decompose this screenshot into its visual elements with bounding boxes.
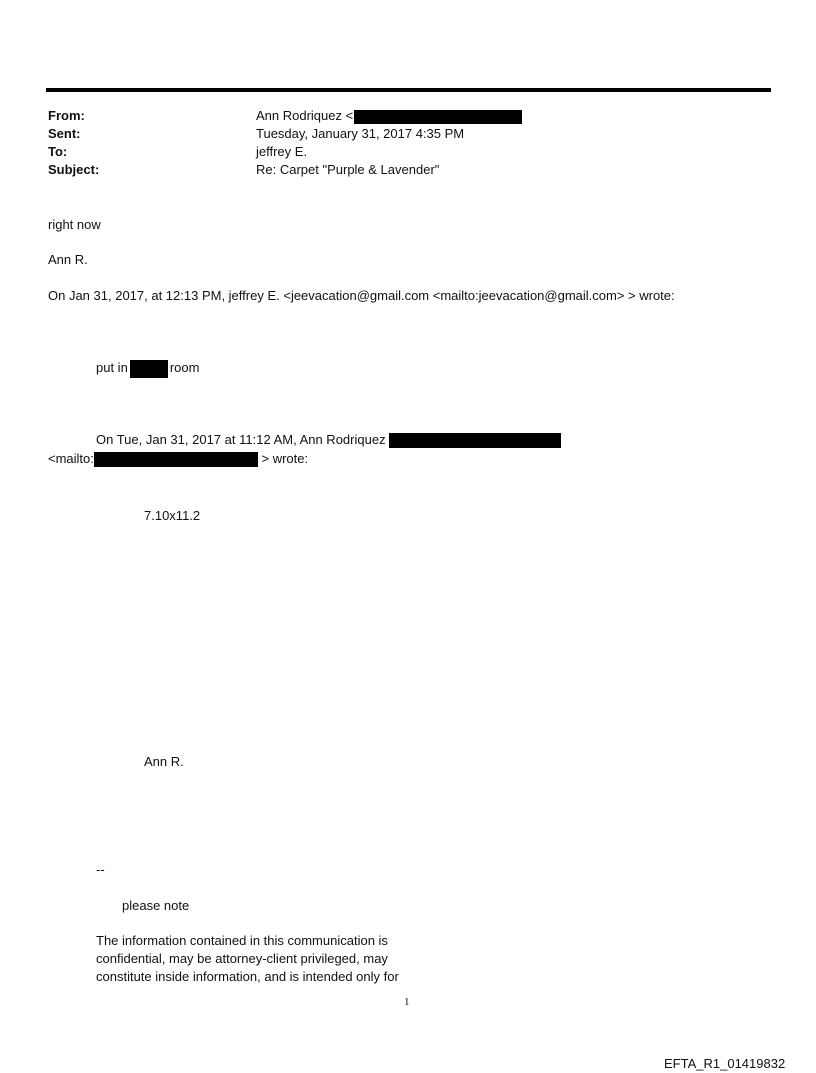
confidentiality-line: The information contained in this communication is xyxy=(96,933,388,948)
dimensions-text: 7.10x11.2 xyxy=(144,508,201,523)
quoted-message xyxy=(96,359,199,378)
quote2-intro-text: On Tue, Jan 31, 2017 at 11:12 AM, Ann Rodriquez xyxy=(96,432,386,447)
redaction-block xyxy=(130,360,168,378)
document-id: EFTA_R1_01419832 xyxy=(664,1056,786,1071)
quote2-intro xyxy=(96,431,561,449)
sent-value: Tuesday, January 31, 2017 4:35 PM xyxy=(256,126,465,141)
to-value: jeffrey E. xyxy=(256,144,308,159)
from-label: From: xyxy=(48,108,85,123)
redaction-block xyxy=(354,110,522,124)
from-value xyxy=(256,108,522,124)
subject-label: Subject: xyxy=(48,162,100,177)
signature: Ann R. xyxy=(48,252,88,267)
from-value-text: Ann Rodriquez < xyxy=(256,108,354,123)
mailto-pre: <mailto: xyxy=(48,451,94,466)
mailto-post: > wrote: xyxy=(261,451,309,466)
quoted-text-post: room xyxy=(169,360,200,375)
quote-intro: On Jan 31, 2017, at 12:13 PM, jeffrey E. <jeevacation@gmail.com <mailto:jeevacation@gmail.com> > wrote: xyxy=(48,288,675,303)
subject-value: Re: Carpet "Purple & Lavender" xyxy=(256,162,440,177)
page-number: 1 xyxy=(404,996,410,1008)
please-note-text: please note xyxy=(122,898,190,913)
signature: Ann R. xyxy=(144,754,184,769)
confidentiality-line: confidential, may be attorney-client privileged, may xyxy=(96,951,388,966)
signature-separator: -- xyxy=(96,862,105,877)
quoted-text-pre: put in xyxy=(96,360,128,375)
redaction-block xyxy=(94,452,258,467)
to-label: To: xyxy=(48,144,68,159)
redaction-block xyxy=(389,433,561,448)
sent-label: Sent: xyxy=(48,126,81,141)
reply-line: right now xyxy=(48,217,101,232)
header-rule xyxy=(46,88,771,92)
confidentiality-line: constitute inside information, and is intended only for xyxy=(96,969,399,984)
mailto-line xyxy=(48,450,308,468)
